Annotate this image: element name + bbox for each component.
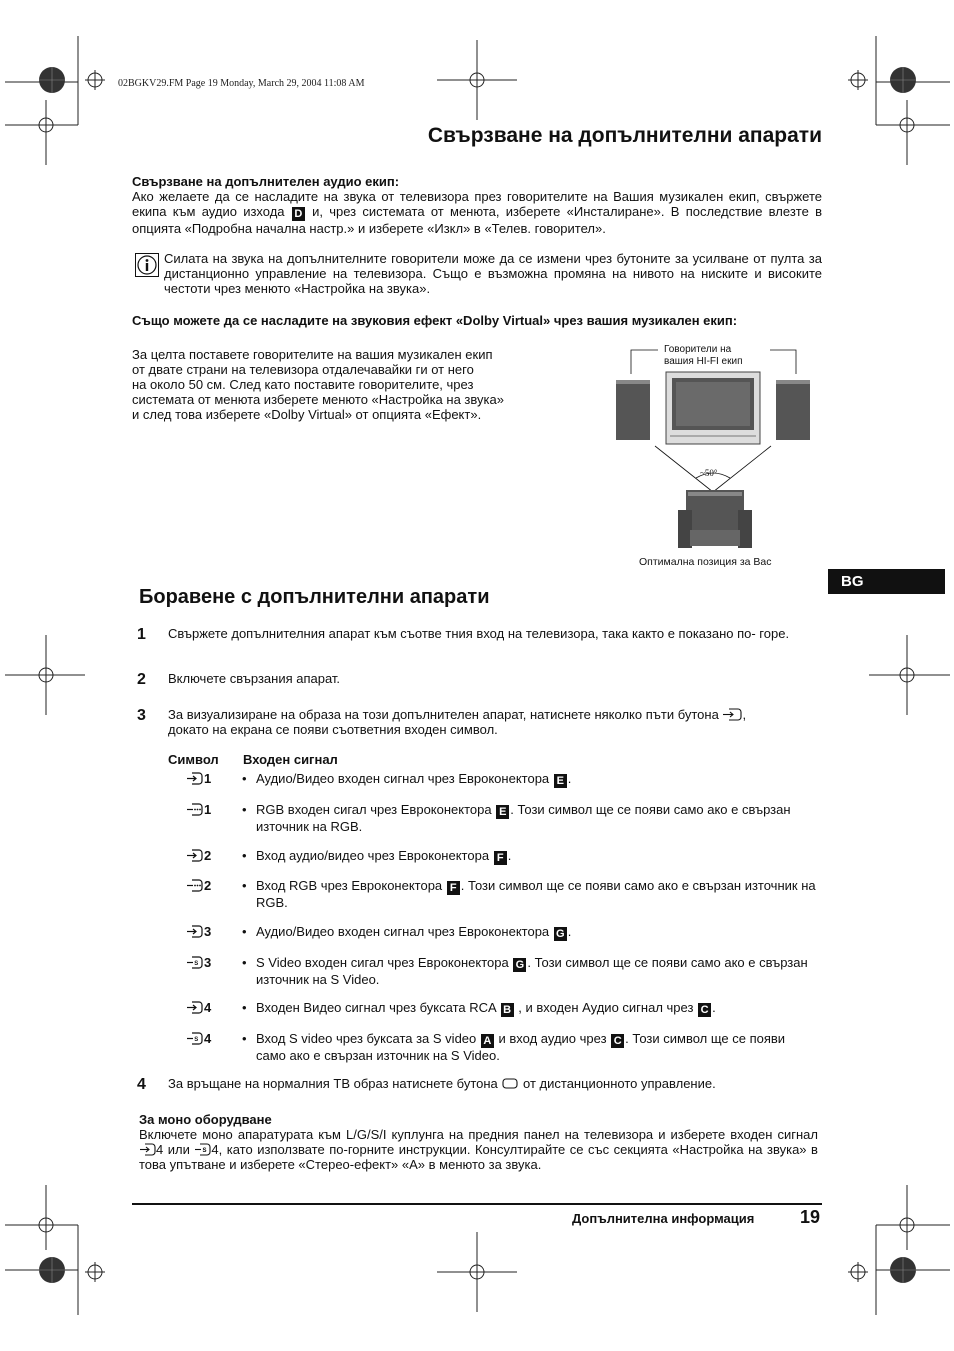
col-signal-header: Входен сигнал: [243, 752, 338, 767]
connector-letter: G: [513, 958, 526, 972]
av-input-icon: [186, 849, 204, 862]
footer-section-name: Допълнителна информация: [572, 1211, 755, 1226]
av-input-icon: [139, 1143, 156, 1156]
angle-label: ~50°: [700, 468, 718, 478]
tv-set: [666, 372, 760, 444]
audio-text-2: и, чрез системата от менюта, изберете «Инсталиране». В последствие влезте в опцията «Подробна начална настр.» и изберете «Изкл» в «Телев. говорител».: [132, 204, 822, 236]
rgb-input-icon: [186, 879, 204, 892]
file-header: 02BGKV29.FM Page 19 Monday, March 29, 2004 11:08 AM: [118, 78, 365, 89]
signal-description: • Вход RGB чрез Евроконектора F . Този символ ще се появи само ако е свързан източник на RGB.: [242, 878, 816, 910]
symbol-cell: 2: [186, 848, 234, 863]
svideo-input-icon: [186, 956, 204, 969]
symbol-cell: S 4: [186, 1031, 234, 1046]
dolby-line: на около 50 см. След като поставите говорителите, чрез: [132, 377, 474, 392]
operate-title: Боравене с допълнителни апарати: [139, 586, 490, 608]
symbol-cell: 3: [186, 924, 234, 939]
col-symbol-header: Символ: [168, 752, 219, 767]
step-text: За визуализиране на образа на този допълнителен апарат, натиснете няколко пъти бутона , докато на екрана се появи съответния входен символ.: [168, 707, 747, 737]
step-number: 4: [137, 1076, 146, 1093]
connector-letter: D: [292, 207, 305, 221]
audio-text-1: Ако желаете да се насладите на звука от телевизора през говорителите на Вашия музикален екип, свържете екипа към аудио изхода: [132, 189, 822, 219]
right-speaker: [776, 380, 810, 440]
left-speaker: [616, 380, 650, 440]
language-tab: BG: [828, 569, 945, 594]
input-select-icon: [722, 708, 742, 721]
symbol-cell: 1: [186, 802, 234, 817]
step-text: Свържете допълнителния апарат към съотве тния вход на телевизора, така както е показано по- горе.: [168, 626, 790, 641]
svg-text:S: S: [202, 1148, 207, 1154]
symbol-cell: 2: [186, 878, 234, 893]
speakers-label: Говорители на вашия HI-FI екип: [664, 344, 743, 367]
page-title: Свързване на допълнителни апарати: [427, 124, 822, 147]
connector-letter: A: [481, 1034, 494, 1048]
position-label: Оптимална позиция за Вас: [639, 556, 772, 568]
connector-letter: E: [554, 774, 567, 788]
signal-description: • Вход аудио/видео чрез Евроконектора F .: [242, 848, 512, 864]
dolby-line: За целта поставете говорителите на вашия музикален екип: [132, 347, 493, 362]
info-icon: [135, 253, 159, 277]
signal-description: • Входен Видео сигнал чрез буксата RCA B , и входен Аудио сигнал чрез C .: [242, 1000, 716, 1016]
signal-description: • S Video входен сигал чрез Евроконектора G . Този символ ще се появи само ако е свързан източник на S Video.: [242, 955, 808, 987]
dolby-line: системата от менюта изберете менюто «Настройка на звука»: [132, 392, 504, 407]
rgb-input-icon: [186, 803, 204, 816]
connector-letter: G: [554, 927, 567, 941]
footer-rule: [132, 1203, 822, 1205]
av-input-icon: [186, 925, 204, 938]
signal-description: • Аудио/Видео входен сигнал чрез Евроконектора E .: [242, 771, 572, 787]
av-input-icon: [186, 1001, 204, 1014]
audio-paragraph: [132, 189, 822, 236]
signal-description: • RGB входен сигал чрез Евроконектора E . Този символ ще се появи само ако е свързан източник на RGB.: [242, 802, 791, 834]
connector-letter: E: [496, 805, 509, 819]
step-text: Включете свързания апарат.: [168, 671, 341, 686]
signal-description: • Вход S video чрез буксата за S video A и вход аудио чрез C . Този символ ще се появи само ако е свързан източник на S Video.: [242, 1031, 786, 1063]
dolby-line: и след това изберете «Dolby Virtual» от опцията «Ефект».: [132, 407, 482, 422]
av-input-icon: [186, 772, 204, 785]
svg-text:S: S: [194, 1037, 199, 1043]
connector-letter: C: [698, 1003, 711, 1017]
step-number: 2: [137, 671, 146, 688]
speaker-placement-diagram: [600, 340, 830, 575]
dolby-paragraph: [132, 347, 572, 422]
svg-text:S: S: [194, 961, 199, 967]
tv-button-icon: [501, 1077, 519, 1090]
step-number: 1: [137, 626, 146, 643]
dolby-heading: Също можете да се насладите на звуковия ефект «Dolby Virtual» чрез вашия музикален екип:: [132, 313, 738, 328]
note-text: Силата на звука на допълнителните говорители може да се измени чрез бутоните за усилване от пулта за дистанционно управление на телевизора. Също е възможна промяна на нивото на ниските и високите честоти чрез менюто «Настройка на звука».: [164, 251, 822, 296]
mono-paragraph: Включете моно апаратурата към L/G/S/I куплунга на предния панел на телевизора и изберете входен сигнал 4 или S 4, като използвате по-горните инструкции. Консултирайте се със секцията «Настройка на звука» в това упътване и изберете «Стерео-ефект» «А» в менюто за звука.: [139, 1127, 818, 1172]
connector-letter: C: [611, 1034, 624, 1048]
connector-letter: F: [494, 851, 507, 865]
audio-heading: Свързване на допълнителен аудио екип:: [132, 174, 400, 189]
connector-letter: F: [447, 881, 460, 895]
signal-description: • Аудио/Видео входен сигнал чрез Евроконектора G .: [242, 924, 572, 940]
mono-heading: За моно оборудване: [139, 1112, 272, 1127]
armchair-icon: [678, 490, 752, 548]
connector-letter: B: [501, 1003, 514, 1017]
symbol-cell: S 3: [186, 955, 234, 970]
page-number: 19: [800, 1207, 821, 1227]
svideo-input-icon: [194, 1143, 211, 1156]
step-number: 3: [137, 707, 146, 724]
step-text: За връщане на нормалния ТВ образ натиснете бутона от дистанционното управление.: [168, 1076, 716, 1091]
svideo-input-icon: [186, 1032, 204, 1045]
symbol-cell: 4: [186, 1000, 234, 1015]
symbol-cell: 1: [186, 771, 234, 786]
dolby-line: от двате страни на телевизора отдалечавайки ги от него: [132, 362, 474, 377]
